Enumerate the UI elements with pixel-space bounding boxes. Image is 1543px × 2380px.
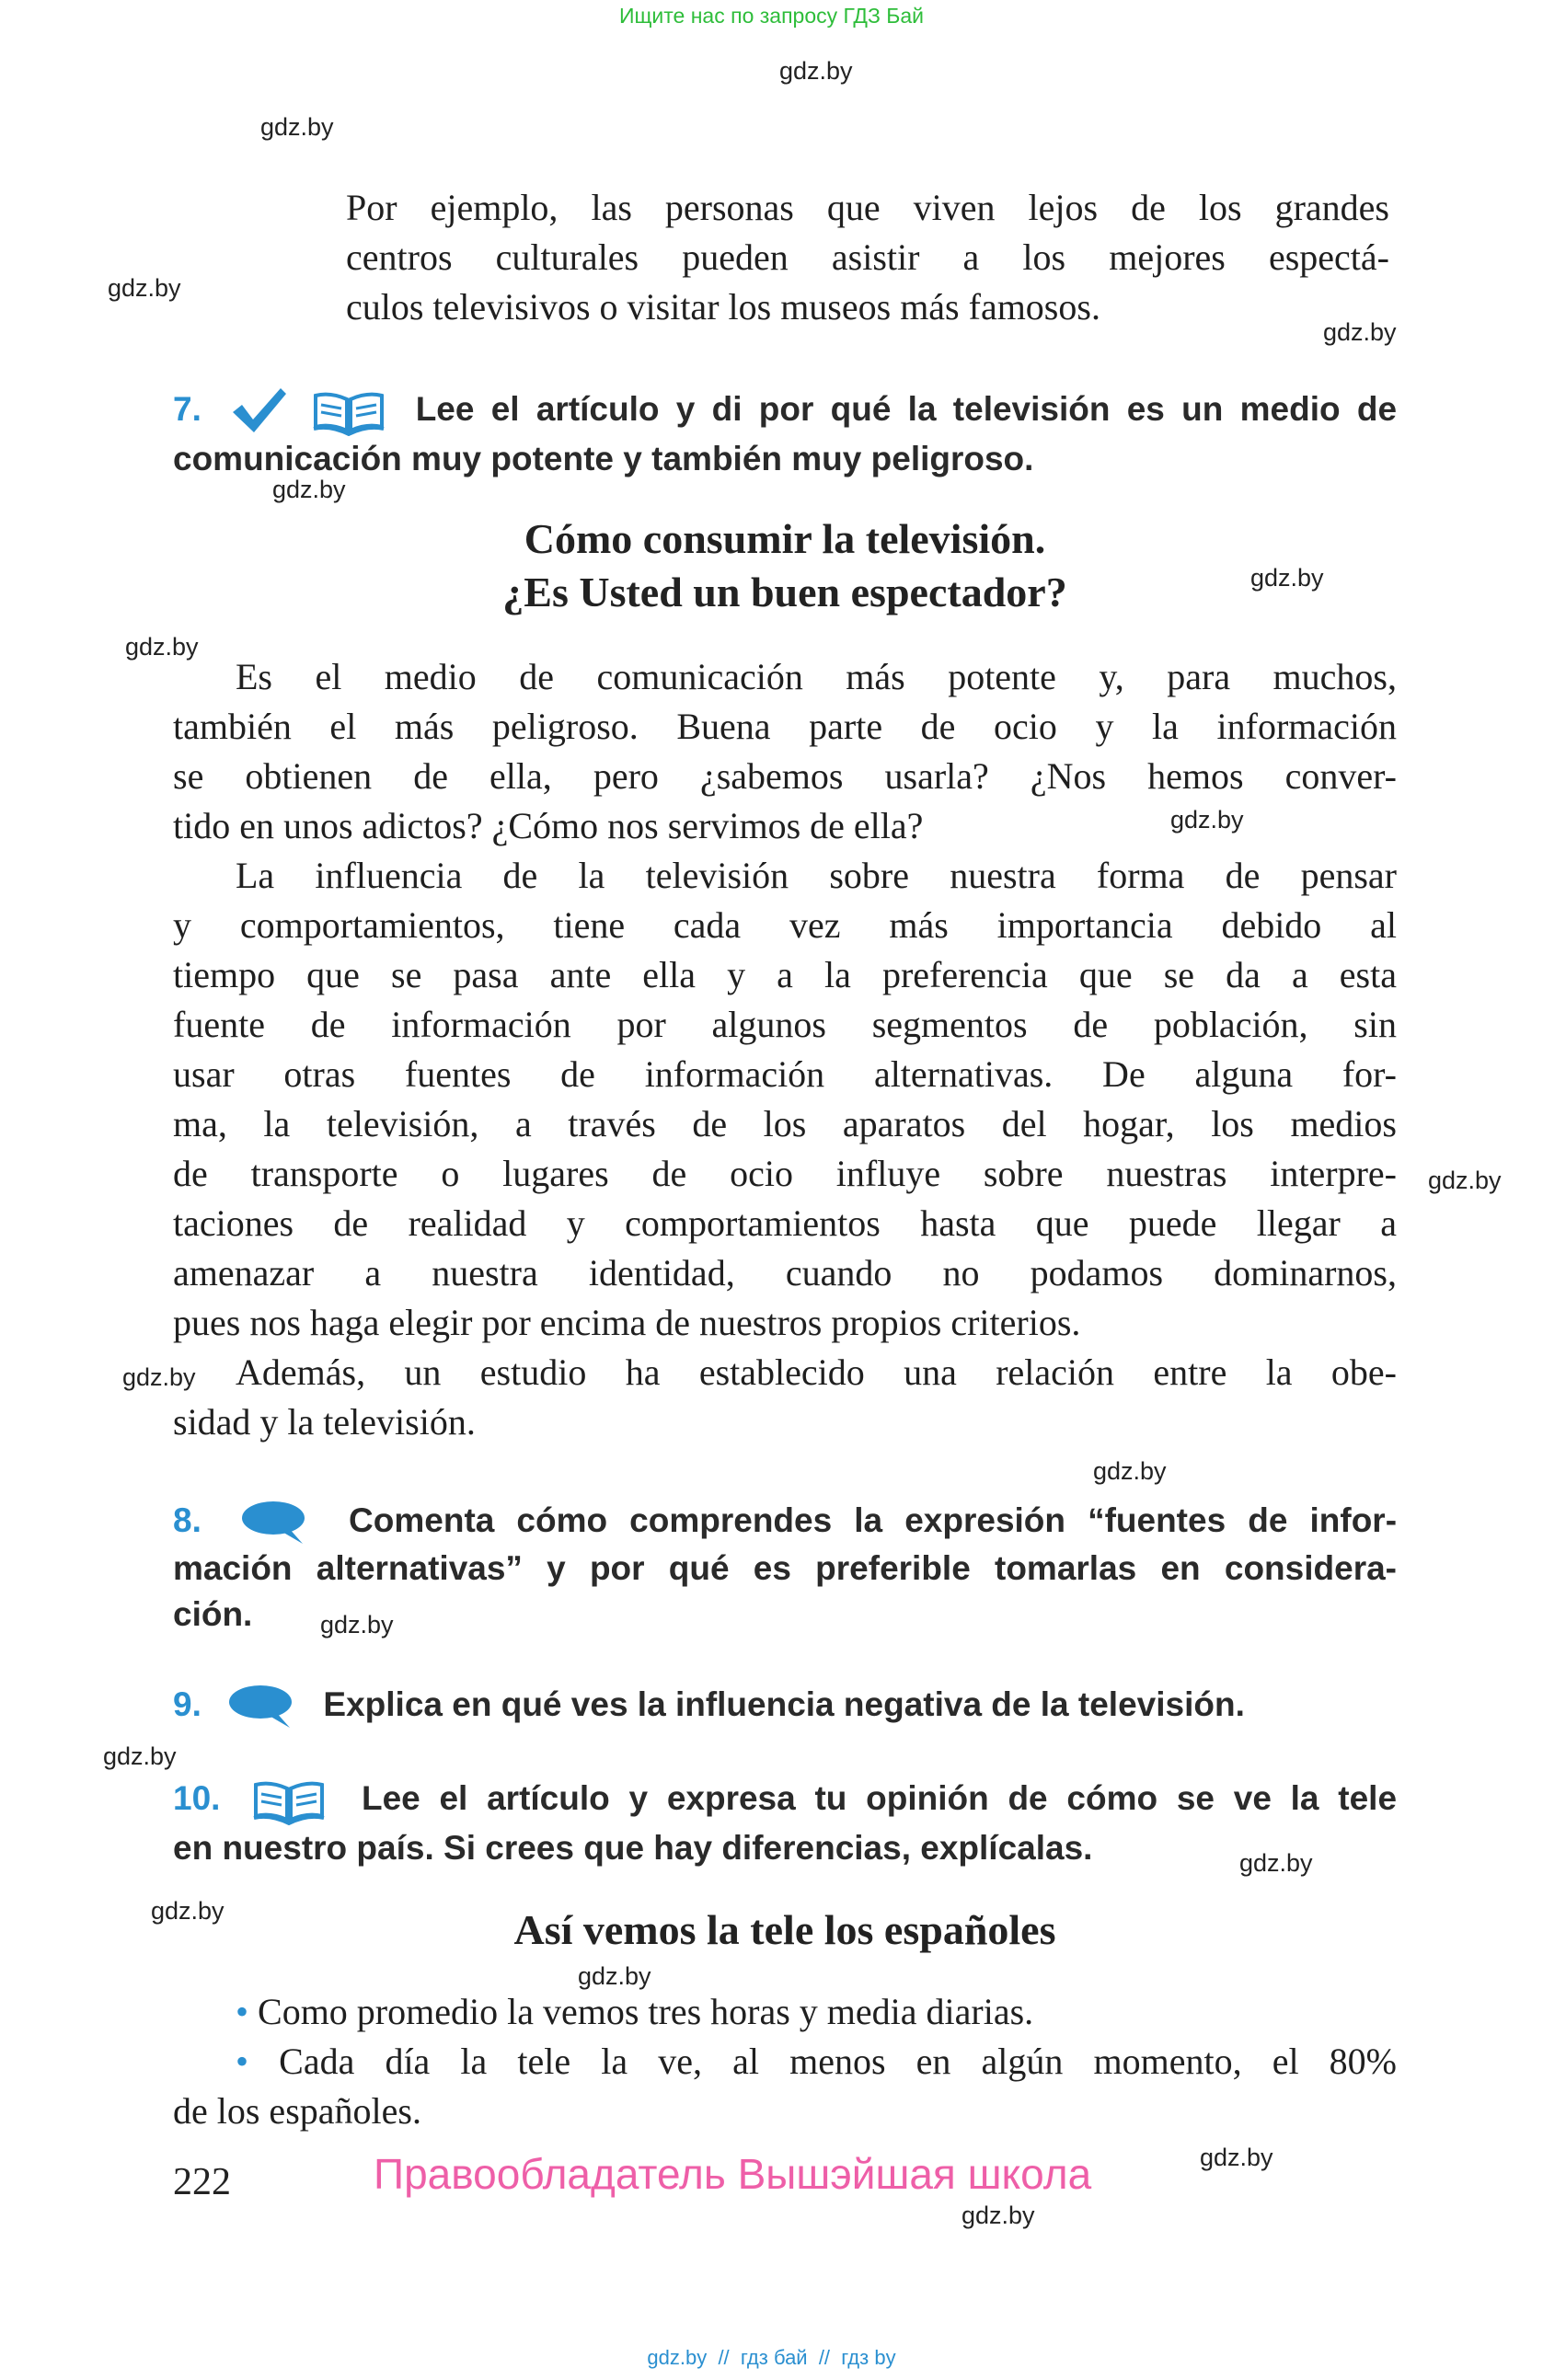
text-line: sidad y la televisión. bbox=[173, 1401, 476, 1443]
checkmark-icon bbox=[229, 386, 290, 436]
task-10 bbox=[173, 1776, 1397, 1871]
watermark: gdz.by bbox=[125, 633, 199, 661]
page-number: 222 bbox=[173, 2161, 231, 2203]
text-line: Además, un estudio ha establecido una relación entre la obe- bbox=[236, 1351, 1397, 1393]
text-line: y comportamientos, tiene cada vez más importancia debido al bbox=[173, 904, 1397, 946]
watermark: gdz.by bbox=[1239, 1849, 1313, 1877]
task-line bbox=[173, 1498, 1397, 1546]
text-line: taciones de realidad y comportamientos hasta que puede llegar a bbox=[173, 1202, 1397, 1244]
task-text: Comenta cómo comprendes la expresión “fuentes de infor- bbox=[349, 1501, 1398, 1539]
watermark: gdz.by bbox=[1323, 318, 1397, 346]
bullet-item bbox=[173, 2037, 1397, 2087]
task-line: comunicación muy potente y también muy peligroso. bbox=[173, 440, 1034, 478]
task-line: en nuestro país. Si crees que hay diferencias, explícalas. bbox=[173, 1829, 1093, 1868]
top-banner[interactable]: Ищите нас по запросу ГДЗ Бай bbox=[618, 4, 925, 28]
bullet-icon: • bbox=[236, 1991, 249, 2032]
bullet-text: Como promedio la vemos tres horas y media diarias. bbox=[258, 1991, 1034, 2032]
task-number: 10. bbox=[173, 1779, 221, 1817]
bullet-item bbox=[173, 1987, 1397, 2037]
article-title: Así vemos la tele los españoles bbox=[513, 1906, 1056, 1953]
task-number: 7. bbox=[173, 390, 202, 428]
text-line: culos televisivos o visitar los museos más famosos. bbox=[346, 286, 1100, 328]
text-line: usar otras fuentes de información alternativas. De alguna for- bbox=[173, 1053, 1397, 1095]
text-line: de transporte o lugares de ocio influye sobre nuestras interpre- bbox=[173, 1153, 1397, 1194]
text-line: de los españoles. bbox=[173, 2090, 421, 2132]
text-line: también el más peligroso. Buena parte de ocio y la información bbox=[173, 706, 1397, 747]
bullet-text: Cada día la tele la ve, al menos en algún momento, el 80% bbox=[279, 2041, 1398, 2082]
task-line bbox=[173, 1776, 1397, 1825]
watermark: gdz.by bbox=[320, 1611, 394, 1638]
text-line: tiempo que se pasa ante ella y a la preferencia que se da a esta bbox=[173, 954, 1397, 995]
watermark: gdz.by bbox=[108, 274, 181, 302]
text-line: La influencia de la televisión sobre nuestra forma de pensar bbox=[236, 855, 1397, 896]
task-8 bbox=[173, 1498, 1397, 1638]
watermark: gdz.by bbox=[260, 113, 334, 141]
watermark: gdz.by bbox=[578, 1962, 651, 1990]
article-paragraph-3 bbox=[173, 1348, 1397, 1447]
article-paragraph-2 bbox=[173, 851, 1397, 1348]
watermark: gdz.by bbox=[1428, 1167, 1502, 1194]
task-line: mación alternativas” y por qué es preferible tomarlas en considera- bbox=[173, 1549, 1397, 1588]
watermark: gdz.by bbox=[1170, 806, 1244, 834]
task-text: Lee el artículo y expresa tu opinión de cómo se ve la tele bbox=[361, 1779, 1398, 1817]
task-text: Explica en qué ves la influencia negativa de la televisión. bbox=[323, 1685, 1245, 1723]
watermark: gdz.by bbox=[1093, 1457, 1167, 1485]
task-line bbox=[173, 386, 1397, 436]
footer-links[interactable]: gdz.by // гдз бай // гдз by bbox=[647, 2346, 896, 2369]
article-bullets bbox=[173, 1987, 1397, 2136]
watermark: gdz.by bbox=[1200, 2144, 1273, 2171]
watermark: gdz.by bbox=[1250, 564, 1324, 592]
task-number: 9. bbox=[173, 1685, 202, 1723]
task-text: Lee el artículo y di por qué la televisión es un medio de bbox=[415, 390, 1398, 428]
text-line: centros culturales pueden asistir a los mejores espectá- bbox=[346, 236, 1389, 278]
open-book-icon bbox=[312, 386, 386, 436]
watermark: gdz.by bbox=[779, 57, 853, 85]
bullet-icon: • bbox=[236, 2041, 249, 2082]
intro-paragraph bbox=[346, 183, 1389, 332]
text-line: tido en unos adictos? ¿Cómo nos servimos de ella? bbox=[173, 805, 924, 846]
task-9 bbox=[173, 1682, 1397, 1730]
speech-bubble-icon bbox=[227, 1684, 295, 1730]
text-line: Por ejemplo, las personas que viven lejos de los grandes bbox=[346, 187, 1389, 228]
watermark: gdz.by bbox=[122, 1363, 196, 1391]
article-title bbox=[173, 512, 1397, 619]
task-7 bbox=[173, 386, 1397, 482]
title-line: ¿Es Usted un buen espectador? bbox=[502, 569, 1067, 615]
speech-bubble-icon bbox=[240, 1500, 308, 1546]
task-number: 8. bbox=[173, 1501, 202, 1539]
copyright-notice: Правообладатель Вышэйшая школа bbox=[374, 2150, 1092, 2198]
text-line: fuente de información por algunos segmentos de población, sin bbox=[173, 1004, 1397, 1045]
task-line bbox=[173, 1682, 1397, 1730]
watermark: gdz.by bbox=[151, 1897, 225, 1925]
text-line: pues nos haga elegir por encima de nuestros propios criterios. bbox=[173, 1302, 1081, 1343]
watermark: gdz.by bbox=[272, 476, 346, 503]
title-line: Cómo consumir la televisión. bbox=[524, 515, 1046, 562]
open-book-icon bbox=[252, 1776, 326, 1825]
watermark: gdz.by bbox=[961, 2202, 1035, 2229]
text-line: amenazar a nuestra identidad, cuando no podamos dominarnos, bbox=[173, 1252, 1397, 1293]
text-line: Es el medio de comunicación más potente y, para muchos, bbox=[236, 656, 1397, 697]
task-line: ción. bbox=[173, 1595, 253, 1634]
watermark: gdz.by bbox=[103, 1742, 177, 1770]
text-line: se obtienen de ella, pero ¿sabemos usarla? ¿Nos hemos conver- bbox=[173, 755, 1397, 797]
text-line: ma, la televisión, a través de los aparatos del hogar, los medios bbox=[173, 1103, 1397, 1144]
article-paragraph-1 bbox=[173, 652, 1397, 851]
